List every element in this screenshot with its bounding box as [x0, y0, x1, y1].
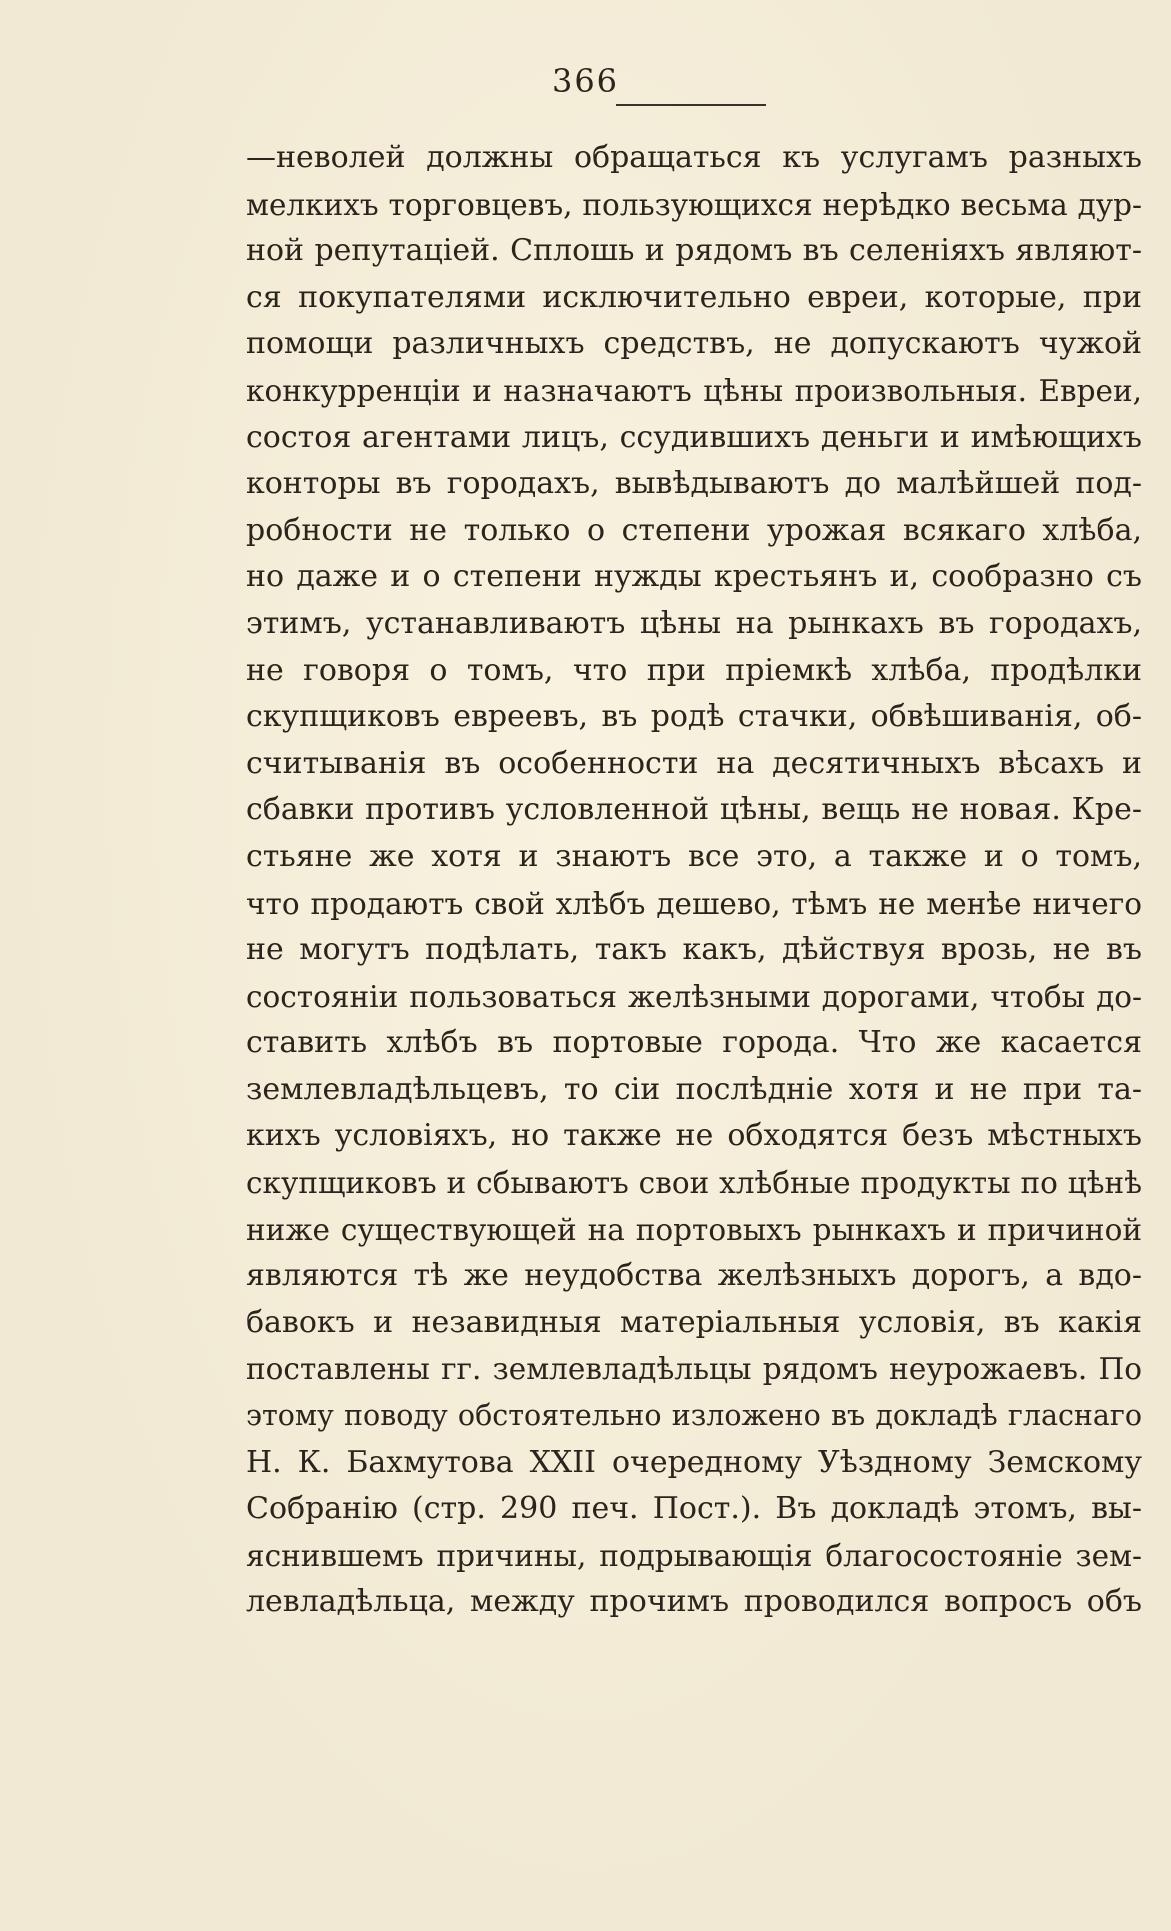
text-line: считыванія въ особенности на десятичныхъ вѣсахъ и [246, 745, 1142, 781]
text-line: бавокъ и незавидныя матеріальныя условія, въ какія [246, 1304, 1142, 1340]
body-text [246, 135, 1142, 1626]
text-line: конторы въ городахъ, вывѣдываютъ до малѣйшей под- [246, 466, 1142, 502]
page-number: 366 [551, 62, 620, 100]
text-line: конкурренціи и назначаютъ цѣны произвольныя. Евреи, [246, 373, 1142, 408]
text-line: скупщиковъ и сбываютъ свои хлѣбные продукты по цѣнѣ [246, 1166, 1142, 1201]
text-line: яснившемъ причины, подрывающія благосостояніе зем- [246, 1538, 1142, 1573]
text-line: левладѣльца, между прочимъ проводился вопросъ объ [246, 1584, 1142, 1620]
text-line: землевладѣльцевъ, то сіи послѣдніе хотя и не при та- [246, 1071, 1142, 1107]
text-line: этимъ, устанавливаютъ цѣны на рынкахъ въ городахъ, [246, 605, 1142, 641]
text-line: Н. К. Бахмутова XXII очередному Уѣздному Земскому [246, 1444, 1142, 1480]
text-line: сбавки противъ условленной цѣны, вещь не новая. Кре- [246, 792, 1142, 828]
text-line: Собранію (стр. 290 печ. Пост.). Въ докладѣ этомъ, вы- [246, 1491, 1142, 1527]
text-line: являются тѣ же неудобства желѣзныхъ дорогъ, а вдо- [246, 1258, 1142, 1294]
text-line: помощи различныхъ средствъ, не допускаютъ чужой [246, 326, 1142, 362]
text-line: скупщиковъ евреевъ, въ родѣ стачки, обвѣшиванія, об- [246, 699, 1142, 735]
text-line: не говоря о томъ, что при пріемкѣ хлѣба, продѣлки [246, 652, 1142, 688]
text-line: мелкихъ торговцевъ, пользующихся нерѣдко весьма дур- [246, 187, 1142, 222]
text-line: состоя агентами лицъ, ссудившихъ деньги и имѣющихъ [246, 419, 1142, 455]
text-line: кихъ условіяхъ, но также не обходятся безъ мѣстныхъ [246, 1118, 1142, 1154]
text-line: робности не только о степени урожая всякаго хлѣба, [246, 512, 1142, 548]
text-line: ниже существующей на портовыхъ рынкахъ и причиной [246, 1212, 1142, 1247]
text-line: этому поводу обстоятельно изложено въ докладѣ гласнаго [246, 1399, 1142, 1433]
text-line: ставить хлѣбъ въ портовые города. Что же касается [246, 1025, 1142, 1061]
text-line: поставлены гг. землевладѣльцы рядомъ неурожаевъ. По [246, 1352, 1142, 1387]
text-line: стьяне же хотя и знаютъ все это, а также и о томъ, [246, 838, 1142, 874]
text-line: что продаютъ свой хлѣбъ дешево, тѣмъ не менѣе ничего [246, 886, 1142, 921]
text-line: —неволей должны обращаться къ услугамъ разныхъ [246, 140, 1142, 175]
text-line: но даже и о степени нужды крестьянъ и, сообразно съ [246, 559, 1142, 595]
text-line: ной репутаціей. Сплошь и рядомъ въ селеніяхъ являют- [246, 233, 1142, 269]
text-line: не могутъ подѣлать, такъ какъ, дѣйствуя врозь, не въ [246, 932, 1142, 968]
text-line: состояніи пользоваться желѣзными дорогами, чтобы до- [246, 979, 1142, 1014]
text-line: ся покупателями исключительно евреи, которые, при [246, 279, 1142, 315]
page-number-rule [616, 104, 766, 106]
